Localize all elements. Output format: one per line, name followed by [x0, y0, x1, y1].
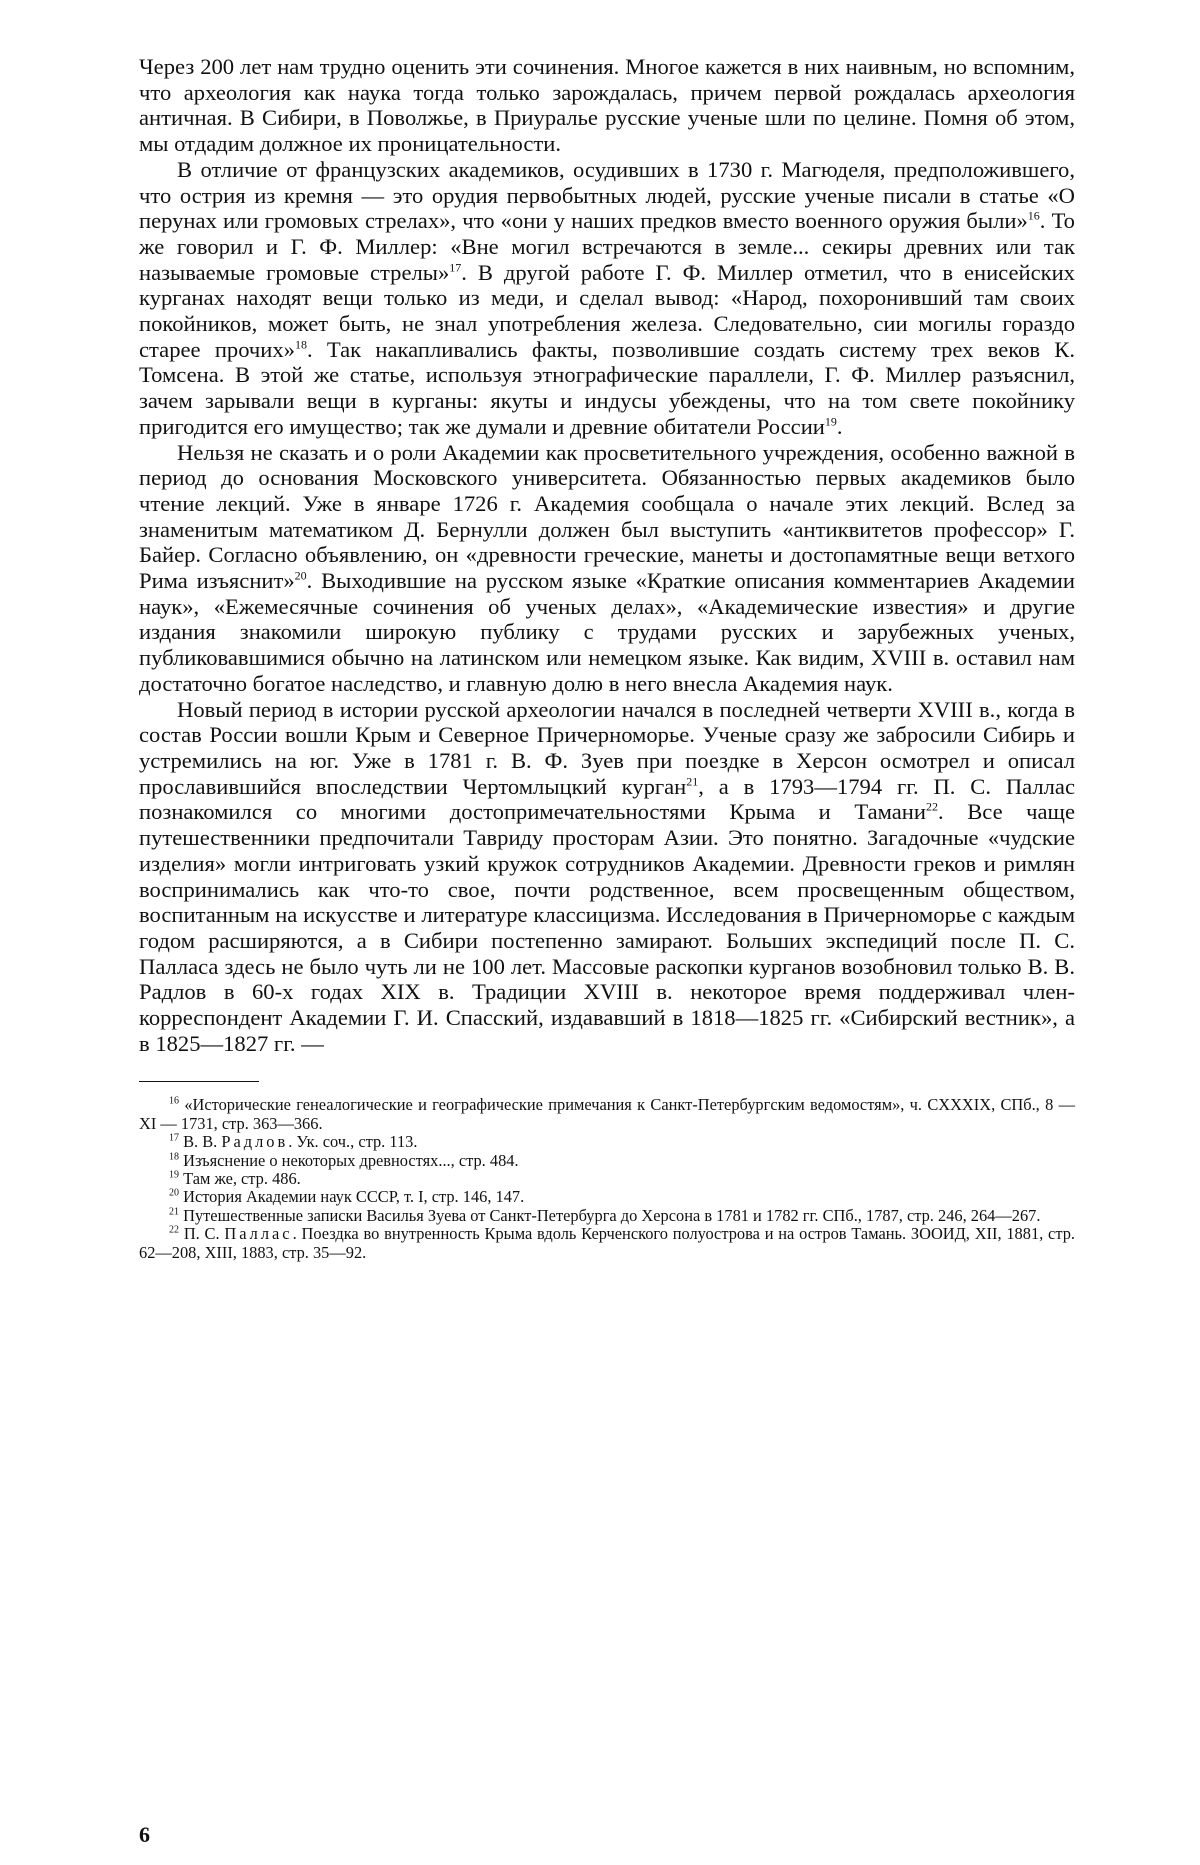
text-run: Нельзя не сказать и о роли Академии как просветительного учреждения, особенно важной в период до основания Московского университета. Обязанностью первых академиков было чтение лекций. Уже в январе 1726 г. Академия сообщала о начале этих лекций. Вслед за знаменитым математиком Д. Бернулли должен был выступить «антиквитетов профессор» Г. Байер. Согласно объявлению, он «древности греческие, манеты и достопамятные вещи ветхого Рима изъяснит»: [139, 439, 1075, 594]
text-run: История Академии наук СССР, т. I, стр. 146, 147.: [183, 1187, 525, 1207]
footnote-number: 18: [169, 1151, 179, 1163]
text-run: П. С.: [183, 1224, 225, 1244]
author-name-spaced: Паллас: [224, 1224, 293, 1244]
footnote: [139, 1188, 1075, 1206]
footnote-reference: 19: [824, 414, 837, 429]
text-run: . То же говорил и Г. Ф. Миллер: «Вне могил встречаются в земле... секиры древних или так называемые громовые стрелы»: [139, 208, 1075, 285]
footnote-divider: [139, 1081, 259, 1082]
paragraph: [139, 54, 1075, 157]
text-run: Изъяснение о некоторых древностях..., стр. 484.: [183, 1150, 519, 1170]
paragraph: [139, 697, 1075, 1057]
footnote-number: 21: [169, 1206, 179, 1218]
footnote: [139, 1133, 1075, 1151]
author-name-spaced: Радлов: [221, 1132, 289, 1152]
footnote-number: 17: [169, 1132, 179, 1144]
footnote-reference: 20: [294, 568, 307, 583]
footnote-reference: 18: [294, 337, 307, 352]
text-run: Путешественные записки Василья Зуева от Санкт-Петербурга до Херсона в 1781 и 1782 гг. СПб., 1787, стр. 246, 264—267.: [183, 1205, 1041, 1225]
text-run: В отличие от французских академиков, осудивших в 1730 г. Магюделя, предположившего, что острия из кремня — это орудия первобытных людей, русские ученые писали в статье «О перунах или громовых стрелах», что «они у наших предков вместо военного оружия были»: [139, 156, 1075, 234]
page-number: 6: [139, 1822, 150, 1847]
text-run: .: [836, 413, 843, 439]
footnote: [139, 1207, 1075, 1225]
text-run: Через 200 лет нам трудно оценить эти сочинения. Многое кажется в них наивным, но вспомним, что археология как наука тогда только зарождалась, причем первой рождалась археология античная. В Сибири, в Поволжье, в Приуралье русские ученые шли по целине. Помня об этом, мы отдадим должное их проницательности.: [139, 54, 1075, 157]
text-run: , а в 1793—1794 гг. П. С. Паллас познакомился со многими достопримечательностями Крыма и Тамани: [139, 773, 1075, 825]
page-body: [139, 54, 1075, 1262]
footnote-number: 22: [169, 1224, 179, 1236]
footnote: [139, 1170, 1075, 1188]
footnote-number: 16: [169, 1095, 179, 1107]
text-run: В. В.: [183, 1132, 222, 1152]
main-text: [139, 54, 1075, 1056]
text-run: . Выходившие на русском языке «Краткие описания комментариев Академии наук», «Ежемесячные сочинения об ученых делах», «Академические известия» и другие издания знакомили широкую публику с трудами русских и зарубежных ученых, публиковавшимися обычно на латинском или немецком языке. Как видим, XVIII в. оставил нам достаточно богатое наследство, и главную долю в него внесла Академия наук.: [139, 568, 1075, 696]
text-run: Новый период в истории русской археологии начался в последней четверти XVIII в., когда в состав России вошли Крым и Северное Причерноморье. Ученые сразу же забросили Сибирь и устремились на юг. Уже в 1781 г. В. Ф. Зуев при поездке в Херсон осмотрел и описал прославившийся впоследствии Чертомлыцкий курган: [139, 696, 1075, 799]
text-run: Там же, стр. 486.: [183, 1169, 301, 1189]
footnotes: [139, 1096, 1075, 1262]
text-run: . Так накапливались факты, позволившие создать систему трех веков К. Томсена. В этой же статье, используя этнографические параллели, Г. Ф. Миллер разъяснил, зачем зарывали вещи в курганы: якуты и индусы убеждены, что на том свете покойнику пригодится его имущество; так же думали и древние обитатели России: [139, 336, 1075, 439]
footnote: [139, 1225, 1075, 1262]
footnote-reference: 21: [686, 774, 699, 789]
text-run: . Ук. соч., стр. 113.: [288, 1132, 418, 1152]
footnote: [139, 1096, 1075, 1133]
footnote-reference: 17: [449, 260, 462, 275]
text-run: . Все чаще путешественники предпочитали Тавриду просторам Азии. Это понятно. Загадочные «чудские изделия» могли интриговать узкий кружок сотрудников Академии. Древности греков и римлян воспринимались как что-то свое, почти родственное, всем просвещенным обществом, воспитанным на искусстве и литературе классицизма. Исследования в Причерноморье с каждым годом расширяются, а в Сибири постепенно замирают. Больших экспедиций после П. С. Палласа здесь не было чуть ли не 100 лет. Массовые раскопки курганов возобновил только В. В. Радлов в 60-х годах XIX в. Традиции XVIII в. некоторое время поддерживал член-корреспондент Академии Г. И. Спасский, издававший в 1818—1825 гг. «Сибирский вестник», а в 1825—1827 гг. —: [139, 799, 1075, 1056]
text-run: . В другой работе Г. Ф. Миллер отметил, что в енисейских курганах находят вещи только из меди, и сделал вывод: «Народ, похоронивший там своих покойников, может быть, не знал употребления железа. Следовательно, сии могилы гораздо старее прочих»: [139, 259, 1075, 362]
footnote-number: 20: [169, 1187, 179, 1199]
paragraph: [139, 157, 1075, 440]
text-run: «Исторические генеалогические и географические примечания к Санкт-Петербургским ведомостям», ч. CXXXIX, СПб., 8 — XI — 1731, стр. 363—366.: [139, 1095, 1075, 1133]
footnote-number: 19: [169, 1169, 179, 1181]
paragraph: [139, 440, 1075, 697]
text-run: . Поездка во внутренность Крыма вдоль Керченского полуострова и на остров Тамань. ЗООИД, XII, 1881, стр. 62—208, XIII, 1883, стр. 35—92.: [139, 1224, 1075, 1262]
footnote: [139, 1152, 1075, 1170]
footnote-reference: 22: [925, 799, 938, 814]
footnote-reference: 16: [1027, 208, 1040, 223]
